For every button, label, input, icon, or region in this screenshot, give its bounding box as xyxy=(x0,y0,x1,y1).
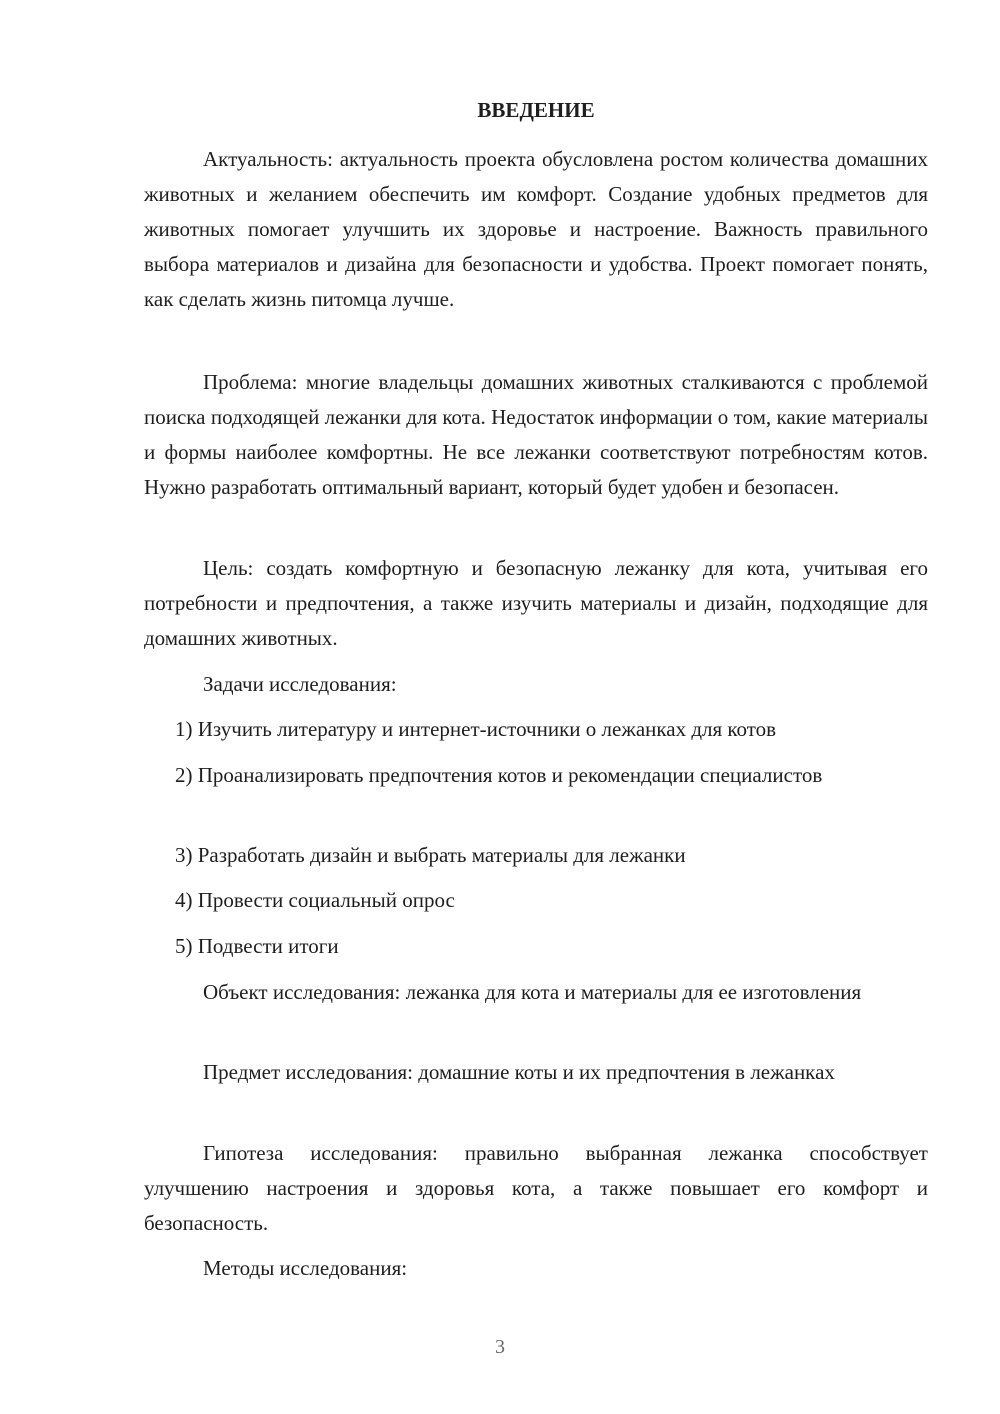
paragraph-goal: Цель: создать комфортную и безопасную лежанку для кота, учитывая его потребности и предпочтения, а также изучить материалы и дизайн, подходящие для домашних животных. xyxy=(144,556,928,650)
paragraph-object: Объект исследования: лежанка для кота и материалы для ее изготовления xyxy=(203,980,862,1004)
paragraph-problem: Проблема: многие владельцы домашних животных сталкиваются с проблемой поиска подходящей лежанки для кота. Недостаток информации о том, какие материалы и формы наиболее комфортны. Не все лежанки соответствуют потребностям котов. Нужно разработать оптимальный вариант, который будет удобен и безопасен. xyxy=(144,370,928,499)
paragraph-relevance: Актуальность: актуальность проекта обусловлена ростом количества домашних животных и желанием обеспечить им комфорт. Создание удобных предметов для животных помогает улучшить их здоровье и настроение. Важность правильного выбора материалов и дизайна для безопасности и удобства. Проект помогает понять, как сделать жизнь питомца лучше. xyxy=(144,147,928,311)
page-number: 3 xyxy=(495,1336,505,1358)
task-item-2: 2) Проанализировать предпочтения котов и рекомендации специалистов xyxy=(175,763,823,787)
task-item-1: 1) Изучить литературу и интернет-источники о лежанках для котов xyxy=(175,717,777,741)
task-item-4: 4) Провести социальный опрос xyxy=(175,888,455,912)
task-item-3: 3) Разработать дизайн и выбрать материалы для лежанки xyxy=(175,843,686,867)
paragraph-hypothesis: Гипотеза исследования: правильно выбранная лежанка способствует улучшению настроения и здоровья кота, а также повышает его комфорт и безопасность. xyxy=(144,1141,928,1235)
task-item-5: 5) Подвести итоги xyxy=(175,934,339,958)
paragraph-methods: Методы исследования: xyxy=(203,1256,408,1280)
page-title: ВВЕДЕНИЕ xyxy=(477,98,595,122)
paragraph-subject: Предмет исследования: домашние коты и их предпочтения в лежанках xyxy=(203,1060,835,1084)
tasks-heading: Задачи исследования: xyxy=(203,672,397,696)
